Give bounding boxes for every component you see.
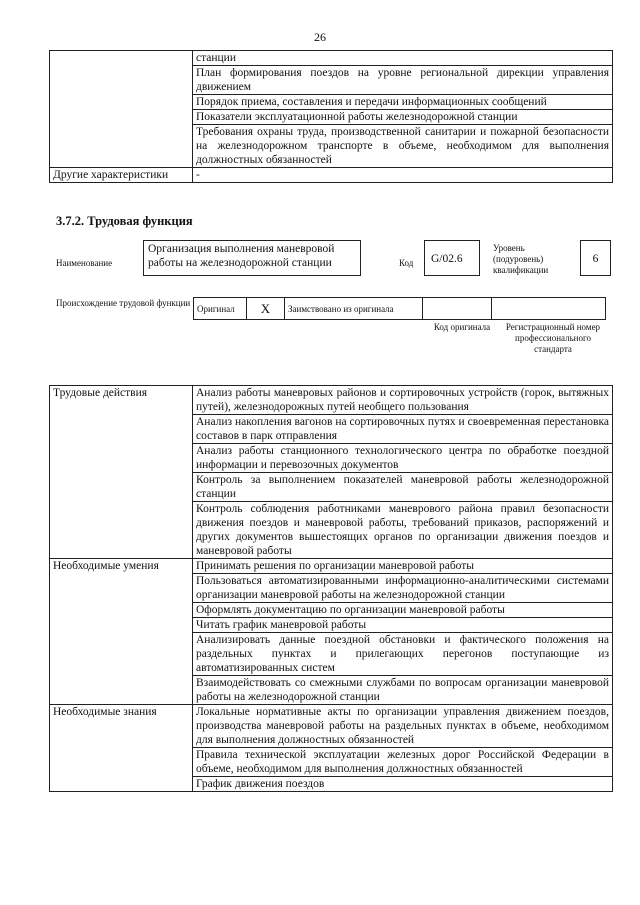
table-cell: Оформлять документацию по организации маневровой работы	[193, 603, 613, 618]
table-cell: Правила технической эксплуатации железных дорог Российской Федерации в объеме, необходимом для выполнения должностных обязанностей	[193, 748, 613, 777]
original-label: Оригинал	[194, 298, 247, 320]
code-original-cell	[423, 298, 492, 320]
table-cell: Требования охраны труда, производственной санитарии и пожарной безопасности на железнодорожном транспорте в объеме, необходимом для выполнения должностных обязанностей	[193, 125, 613, 168]
continuation-label-cell	[50, 51, 193, 168]
origin-table	[193, 297, 606, 320]
table-cell: Принимать решения по организации маневровой работы	[193, 559, 613, 574]
table-cell: Порядок приема, составления и передачи информационных сообщений	[193, 95, 613, 110]
table-cell: станции	[193, 51, 613, 66]
knowledge-continuation-table	[49, 50, 613, 183]
table-cell: Показатели эксплуатационной работы железнодорожной станции	[193, 110, 613, 125]
table-cell: Анализировать данные поездной обстановки и фактического положения на раздельных пунктах и прилегающих перегонов поступающие из автоматизированных систем	[193, 633, 613, 676]
page-number: 26	[314, 30, 326, 44]
table-cell: Контроль за выполнением показателей маневровой работы железнодорожной станции	[193, 473, 613, 502]
borrowed-label: Заимствовано из оригинала	[285, 298, 423, 320]
other-characteristics-value: -	[193, 168, 613, 183]
section-title: 3.7.2. Трудовая функция	[56, 214, 193, 228]
original-mark: X	[247, 298, 285, 320]
qualification-level-box: 6	[580, 240, 611, 276]
table-cell: Контроль соблюдения работниками маневрового района правил безопасности движения поездов и маневровой работы, требований приказов, распоряжений и других документов вышестоящих органов по организации движения поездов и маневровой работы	[193, 502, 613, 559]
table-cell: Локальные нормативные акты по организации управления движением поездов, производства маневровой работы на раздельных пунктах в объеме, необходимом для выполнения должностных обязанностей	[193, 705, 613, 748]
table-cell: Анализ работы станционного технологического центра по обработке поездной информации и перевозочных документов	[193, 444, 613, 473]
table-cell: Пользоваться автоматизированными информационно-аналитическими системами организации маневровой работы на железнодорожной станции	[193, 574, 613, 603]
labor-function-table	[49, 385, 613, 792]
qualification-level-label: Уровень (подуровень) квалификации	[493, 243, 549, 275]
function-name-box: Организация выполнения маневровой работы на железнодорожной станции	[143, 240, 361, 276]
table-cell: Взаимодействовать со смежными службами по вопросам организации маневровой работы на железнодорожной станции	[193, 676, 613, 705]
table-cell: График движения поездов	[193, 777, 613, 792]
other-characteristics-label: Другие характеристики	[50, 168, 193, 183]
table-cell: Анализ работы маневровых районов и сортировочных устройств (горок, вытяжных путей), железнодорожных путей необщего пользования	[193, 386, 613, 415]
table-cell: Анализ накопления вагонов на сортировочных путях и своевременная перестановка составов в парк отправления	[193, 415, 613, 444]
required-knowledge-label: Необходимые знания	[50, 705, 193, 792]
reg-number-label: Регистрационный номер профессионального стандарта	[505, 322, 601, 354]
origin-label: Происхождение трудовой функции	[56, 298, 191, 308]
code-original-label: Код оригинала	[433, 322, 491, 332]
required-skills-label: Необходимые умения	[50, 559, 193, 705]
labor-actions-label: Трудовые действия	[50, 386, 193, 559]
function-code-box: G/02.6	[424, 240, 480, 276]
reg-number-cell	[492, 298, 606, 320]
table-cell: Читать график маневровой работы	[193, 618, 613, 633]
table-cell: План формирования поездов на уровне региональной дирекции управления движением	[193, 66, 613, 95]
name-label: Наименование	[56, 258, 113, 268]
code-label: Код	[399, 258, 414, 268]
